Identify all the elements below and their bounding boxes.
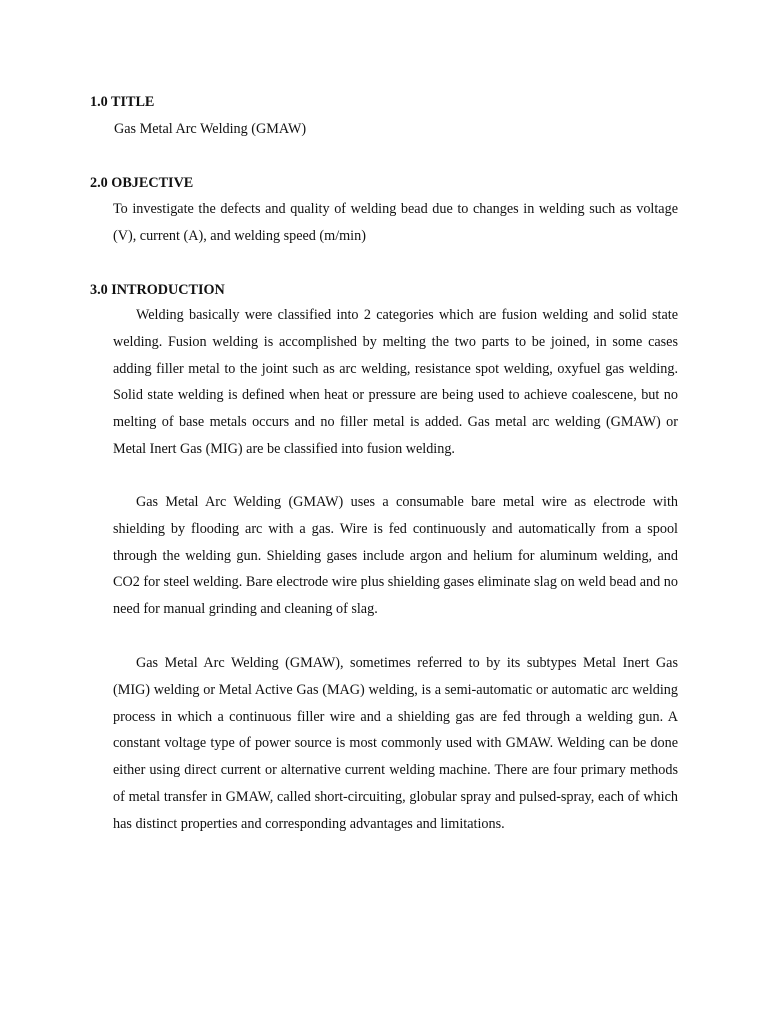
introduction-paragraph-3: Gas Metal Arc Welding (GMAW), sometimes referred to by its subtypes Metal Inert Gas (MIG) welding or Metal Active Gas (MAG) welding, is a semi-automatic or automatic arc welding process in which a continuous filler wire and a shielding gas are fed through a welding gun. A constant voltage type of power source is most commonly used with GMAW. Welding can be done either using direct current or alternative current welding machine. There are four primary methods of metal transfer in GMAW, called short-circuiting, globular spray and pulsed-spray, each of which has distinct properties and corresponding advantages and limitations. (113, 655, 678, 832)
document-title-text: Gas Metal Arc Welding (GMAW) (114, 121, 307, 137)
introduction-paragraph-1: Welding basically were classified into 2 categories which are fusion welding and solid state welding. Fusion welding is accomplished by melting the two parts to be joined, in some cases adding filler metal to the joint such as arc welding, resistance spot welding, oxyfuel gas welding. Solid state welding is defined when heat or pressure are being used to achieve coalescene, but no melting of base metals occurs and no filler metal is added. Gas metal arc welding (GMAW) or Metal Inert Gas (MIG) are be classified into fusion welding. (113, 307, 678, 457)
section-introduction-heading: 3.0 INTRODUCTION (90, 282, 225, 298)
introduction-paragraph-2: Gas Metal Arc Welding (GMAW) uses a consumable bare metal wire as electrode with shielding by flooding arc with a gas. Wire is fed continuously and automatically from a spool through the welding gun. Shielding gases include argon and helium for aluminum welding, and CO2 for steel welding. Bare electrode wire plus shielding gases eliminate slag on weld bead and no need for manual grinding and cleaning of slag. (113, 494, 678, 618)
objective-paragraph: To investigate the defects and quality of welding bead due to changes in welding such as voltage (V), current (A), and welding speed (m/min) (113, 201, 678, 244)
section-title-heading: 1.0 TITLE (90, 94, 155, 110)
section-objective-heading: 2.0 OBJECTIVE (90, 175, 194, 191)
